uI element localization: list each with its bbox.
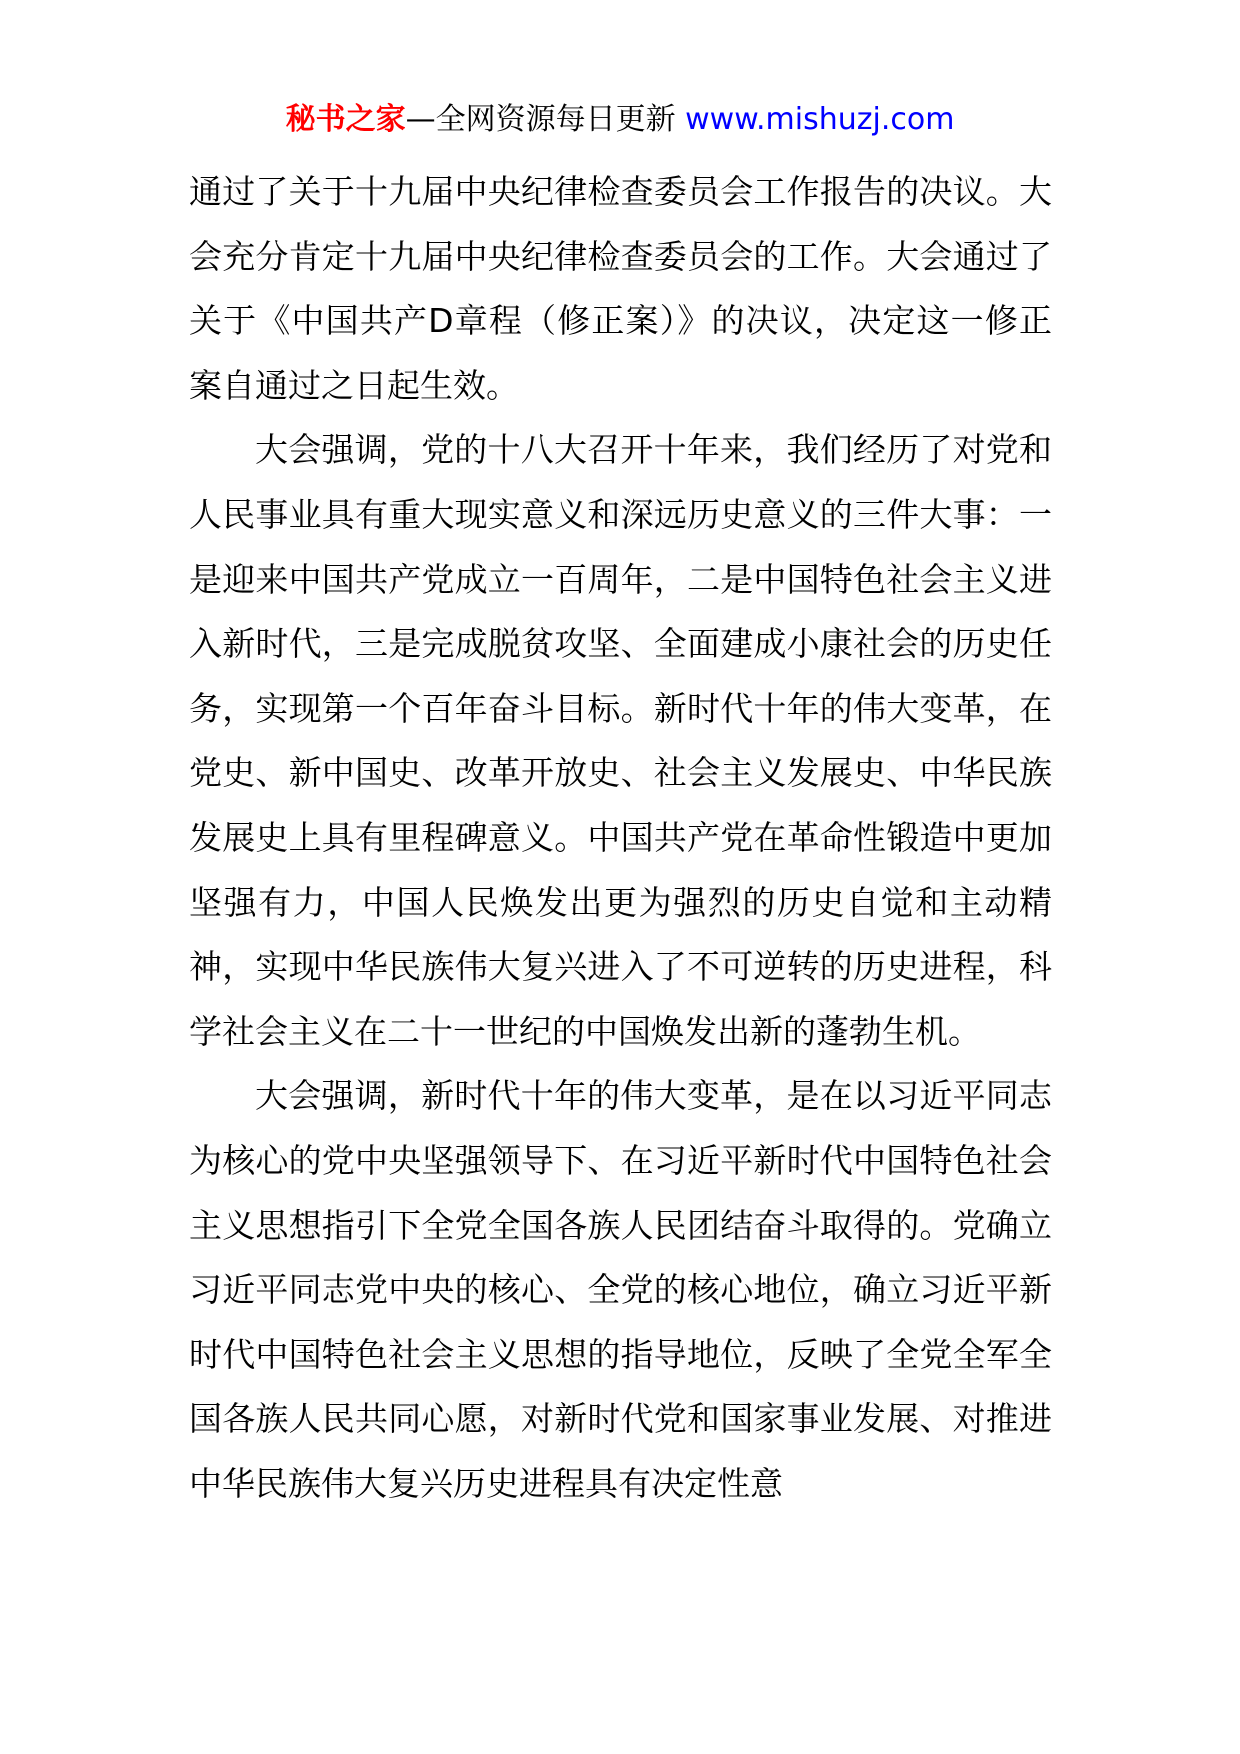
site-header [0,100,1240,140]
site-url-link[interactable]: www.mishuzj.com [685,102,955,137]
paragraph-continued: 通过了关于十九届中央纪律检查委员会工作报告的决议。大会充分肯定十九届中央纪律检查委员会的工作。大会通过了关于《中国共产D章程（修正案）》的决议，决定这一修正案自通过之日起生效。 [189,172,1052,405]
paragraph: 大会强调，新时代十年的伟大变革，是在以习近平同志为核心的党中央坚强领导下、在习近平新时代中国特色社会主义思想指引下全党全国各族人民团结奋斗取得的。党确立习近平同志党中央的核心、全党的核心地位，确立习近平新时代中国特色社会主义思想的指导地位，反映了全党全军全国各族人民共同心愿，对新时代党和国家事业发展、对推进中华民族伟大复兴历史进程具有决定性意 [189,1076,1052,1503]
site-slogan: —全网资源每日更新 [405,102,676,137]
site-brand: 秘书之家 [285,102,406,137]
paragraph: 大会强调，党的十八大召开十年来，我们经历了对党和人民事业具有重大现实意义和深远历史意义的三件大事：一是迎来中国共产党成立一百周年，二是中国特色社会主义进入新时代，三是完成脱贫攻坚、全面建成小康社会的历史任务，实现第一个百年奋斗目标。新时代十年的伟大变革，在党史、新中国史、改革开放史、社会主义发展史、中华民族发展史上具有里程碑意义。中国共产党在革命性锻造中更加坚强有力，中国人民焕发出更为强烈的历史自觉和主动精神，实现中华民族伟大复兴进入了不可逆转的历史进程，科学社会主义在二十一世纪的中国焕发出新的蓬勃生机。 [189,430,1052,1051]
document-body [189,160,1052,1516]
